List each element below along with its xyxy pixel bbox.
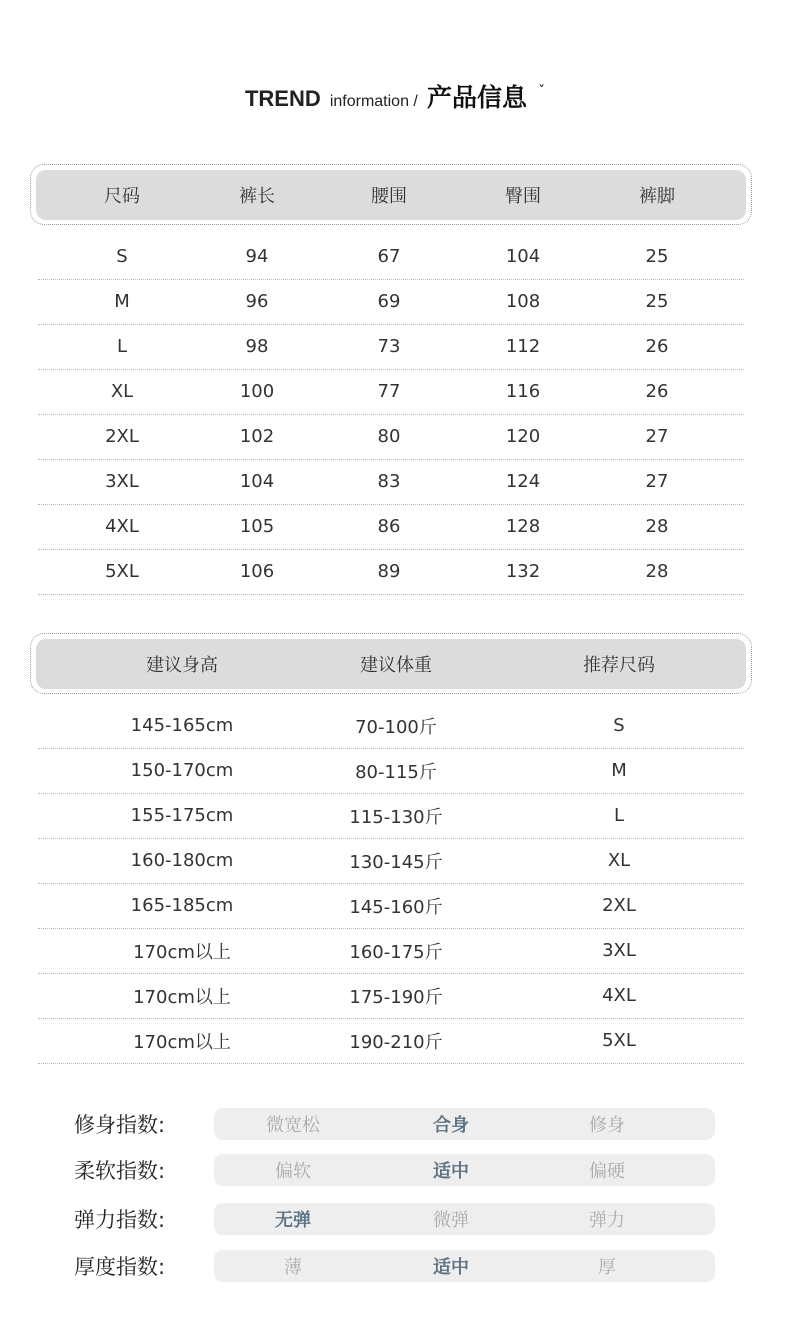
table-cell: 3XL <box>105 471 139 492</box>
column-header: 建议体重 <box>360 655 432 676</box>
table-cell: 96 <box>245 291 269 312</box>
table-cell: 80-115斤 <box>355 761 437 783</box>
page-title <box>0 78 790 114</box>
table-cell: 170cm以上 <box>133 941 231 963</box>
table-cell: 89 <box>377 561 401 582</box>
table-cell: S <box>116 246 128 267</box>
column-header: 臀围 <box>505 186 541 207</box>
table-row <box>38 793 744 839</box>
table-row <box>38 928 744 974</box>
table-cell: 5XL <box>602 1030 636 1051</box>
table-cell: 120 <box>505 426 541 447</box>
table-cell: 160-180cm <box>130 850 234 871</box>
table-cell: 160-175斤 <box>349 941 443 963</box>
table-cell: 108 <box>505 291 541 312</box>
index-option: 薄 <box>284 1257 302 1278</box>
table-cell: 175-190斤 <box>349 986 443 1008</box>
table-cell: 2XL <box>105 426 139 447</box>
table-cell: L <box>613 805 625 826</box>
index-option: 厚 <box>598 1257 616 1278</box>
table-cell: 190-210斤 <box>349 1031 443 1053</box>
table-cell: 70-100斤 <box>355 716 437 738</box>
index-bar <box>214 1154 715 1186</box>
table-cell: 80 <box>377 426 401 447</box>
index-label: 柔软指数: <box>74 1159 166 1183</box>
column-header: 裤长 <box>239 186 275 207</box>
index-option-selected: 适中 <box>433 1161 469 1182</box>
table-cell: 112 <box>505 336 541 357</box>
table-cell: 26 <box>645 381 669 402</box>
table-cell: 28 <box>645 561 669 582</box>
table-cell: 25 <box>645 246 669 267</box>
index-option-selected: 合身 <box>433 1115 469 1136</box>
index-label: 修身指数: <box>74 1113 166 1137</box>
table-cell: 28 <box>645 516 669 537</box>
table-cell: 106 <box>239 561 275 582</box>
table-cell: 145-160斤 <box>349 896 443 918</box>
table-row <box>38 838 744 884</box>
table-cell: 25 <box>645 291 669 312</box>
table-cell: L <box>116 336 128 357</box>
table-cell: 115-130斤 <box>349 806 443 828</box>
table-row <box>38 973 744 1019</box>
table-row <box>38 369 744 415</box>
index-option: 偏软 <box>275 1161 311 1182</box>
index-option: 偏硬 <box>589 1161 625 1182</box>
table-cell: 102 <box>239 426 275 447</box>
table-cell: 155-175cm <box>130 805 234 826</box>
column-header: 腰围 <box>371 186 407 207</box>
table-cell: XL <box>607 850 631 871</box>
table-row <box>38 459 744 505</box>
table-cell: 128 <box>505 516 541 537</box>
table-cell: 27 <box>645 471 669 492</box>
table-row <box>38 279 744 325</box>
table-cell: 3XL <box>602 940 636 961</box>
table-cell: 5XL <box>105 561 139 582</box>
table-header <box>36 170 746 220</box>
table-row <box>38 504 744 550</box>
title-en-big: TREND <box>244 86 321 111</box>
table-cell: 145-165cm <box>130 715 234 736</box>
column-header: 推荐尺码 <box>583 655 655 676</box>
table-cell: 4XL <box>602 985 636 1006</box>
table-header <box>36 639 746 689</box>
index-bar <box>214 1250 715 1282</box>
table-cell: 105 <box>239 516 275 537</box>
index-option-selected: 适中 <box>433 1257 469 1278</box>
column-header: 建议身高 <box>146 655 218 676</box>
table-cell: 98 <box>245 336 269 357</box>
table-row <box>38 1018 744 1064</box>
table-cell: 26 <box>645 336 669 357</box>
table-cell: 104 <box>239 471 275 492</box>
table-cell: 130-145斤 <box>349 851 443 873</box>
table-cell: S <box>613 715 625 736</box>
index-option: 修身 <box>589 1115 625 1136</box>
index-bar <box>214 1108 715 1140</box>
title-en-small: information / <box>329 93 418 110</box>
table-cell: 69 <box>377 291 401 312</box>
table-cell: 165-185cm <box>130 895 234 916</box>
table-cell: 100 <box>239 381 275 402</box>
title-cn: 产品信息 <box>426 83 527 112</box>
table-cell: 116 <box>505 381 541 402</box>
table-cell: 73 <box>377 336 401 357</box>
table-cell: 4XL <box>105 516 139 537</box>
table-cell: M <box>114 291 130 312</box>
table-cell: 170cm以上 <box>133 1031 231 1053</box>
table-row <box>38 883 744 929</box>
chevron-down-icon: ˇ <box>538 84 546 100</box>
table-cell: 83 <box>377 471 401 492</box>
table-row <box>38 748 744 794</box>
table-cell: 27 <box>645 426 669 447</box>
table-cell: 170cm以上 <box>133 986 231 1008</box>
index-bar <box>214 1203 715 1235</box>
index-label: 弹力指数: <box>74 1208 166 1232</box>
table-cell: 132 <box>505 561 541 582</box>
table-row <box>38 703 744 749</box>
table-cell: 94 <box>245 246 269 267</box>
table-cell: 124 <box>505 471 541 492</box>
index-label: 厚度指数: <box>74 1255 166 1279</box>
column-header: 尺码 <box>104 186 140 207</box>
table-cell: M <box>611 760 627 781</box>
table-cell: 67 <box>377 246 401 267</box>
index-option: 微宽松 <box>266 1115 320 1136</box>
index-option-selected: 无弹 <box>275 1210 311 1231</box>
table-cell: 77 <box>377 381 401 402</box>
index-option: 微弹 <box>433 1210 469 1231</box>
table-row <box>38 549 744 595</box>
table-row <box>38 324 744 370</box>
table-row <box>38 234 744 280</box>
table-cell: 86 <box>377 516 401 537</box>
index-option: 弹力 <box>589 1210 625 1231</box>
table-cell: XL <box>110 381 134 402</box>
table-row <box>38 414 744 460</box>
column-header: 裤脚 <box>639 186 675 207</box>
table-cell: 150-170cm <box>130 760 234 781</box>
table-cell: 104 <box>505 246 541 267</box>
table-cell: 2XL <box>602 895 636 916</box>
